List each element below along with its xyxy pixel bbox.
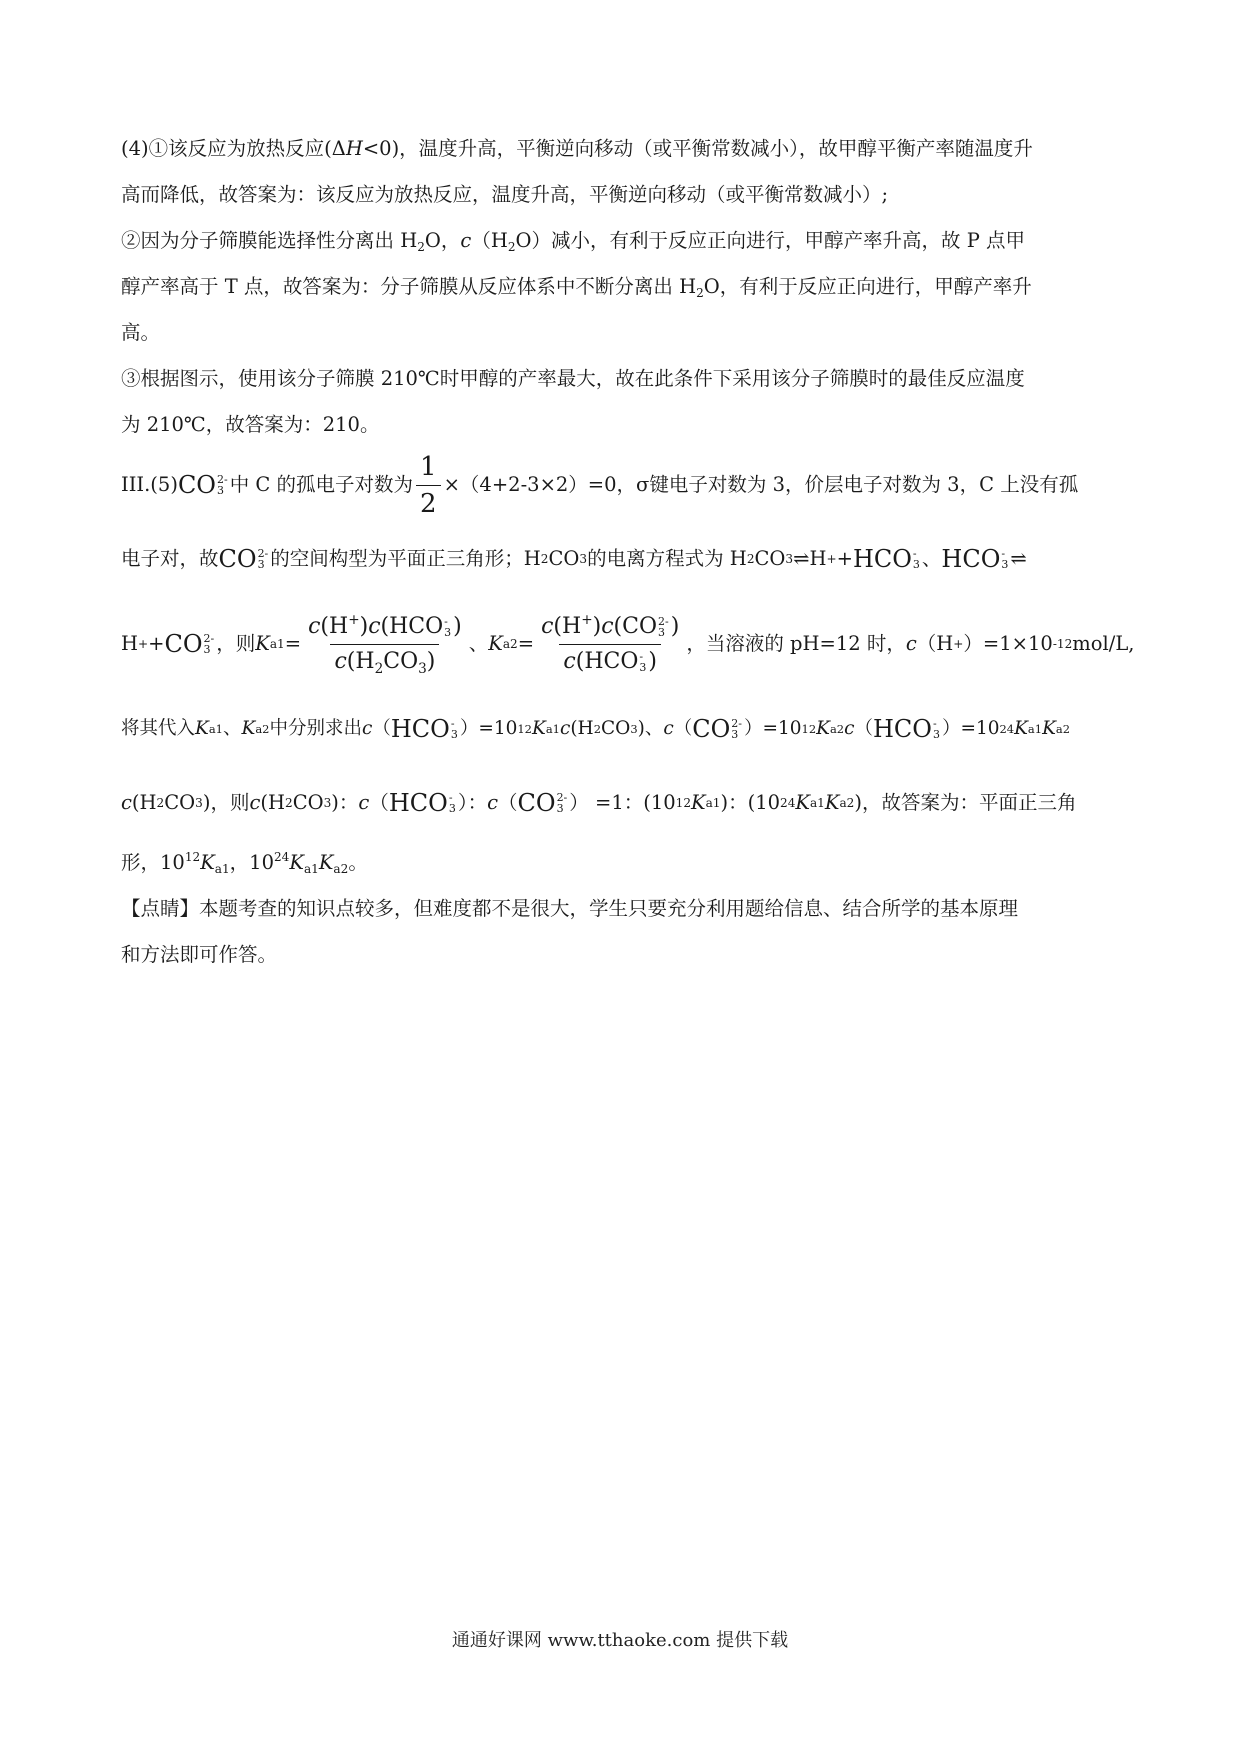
- var: c: [487, 791, 498, 814]
- fraction-ka1: [304, 612, 466, 677]
- text: 电子对，故: [121, 547, 219, 570]
- superscript: -: [1001, 547, 1006, 560]
- text: )：(10: [720, 791, 781, 814]
- text: CO: [292, 791, 324, 814]
- text: )，则: [202, 791, 250, 814]
- text: ×（4+2-3×2）=0，σ键电子对数为 3，价层电子对数为 3，C 上没有孤: [443, 473, 1079, 496]
- subscript: 3: [1001, 558, 1009, 571]
- text: ): [592, 613, 602, 639]
- text: CO: [600, 718, 631, 739]
- paragraph-4-1: [121, 126, 1121, 172]
- subscript: 3: [203, 643, 211, 656]
- text: (H: [553, 613, 582, 639]
- text: mol/L,: [1072, 632, 1135, 655]
- subscript: a2: [333, 862, 349, 877]
- subscript: 3: [216, 484, 224, 497]
- subscript: 3: [932, 728, 940, 741]
- text: （H: [471, 229, 508, 252]
- subscript: 2: [696, 286, 704, 301]
- var: K: [816, 718, 830, 739]
- paragraph-iii-5-line4: 将其代入 K a1 、 K a2 中分别求出 c （ HCO - 3 ）=10 12 K a1 c (H 2 CO 3 )、 c （ CO 2- 3 ）=10 12 K a2 c （ HCO - 3 ）=10 24 K a1 K a2: [121, 692, 1121, 766]
- superscript: -: [450, 717, 455, 730]
- text: (HCO: [380, 613, 444, 639]
- text: (H: [320, 613, 349, 639]
- text: （H: [916, 632, 954, 655]
- text: H: [121, 632, 139, 655]
- var: K: [241, 718, 256, 739]
- text: CO: [383, 648, 419, 674]
- text: 醇产率高于 T 点，故答案为：分子筛膜从反应体系中不断分离出 H: [121, 275, 697, 298]
- subscript: 3: [731, 728, 739, 741]
- superscript: 2-: [216, 473, 228, 486]
- subscript: 3: [912, 558, 920, 571]
- text: ，当溶液的 pH=12 时，: [686, 632, 906, 655]
- paragraph-4-2-end: 高。: [121, 321, 161, 344]
- subscript: 3: [418, 660, 427, 677]
- var: K: [289, 851, 304, 874]
- text: H: [809, 547, 827, 570]
- var: c: [368, 613, 381, 639]
- numerator: 1: [420, 451, 437, 482]
- ion-formula: CO: [164, 630, 203, 658]
- subscript: 3: [444, 625, 452, 639]
- var: c: [563, 648, 576, 674]
- var: K: [691, 791, 706, 814]
- superscript: 2-: [556, 791, 568, 804]
- var: c: [308, 613, 321, 639]
- var: K: [318, 851, 334, 874]
- var: c: [905, 632, 917, 655]
- superscript: 2-: [257, 547, 269, 560]
- ion-charge: [449, 792, 456, 814]
- superscript: 2-: [203, 632, 215, 645]
- var: c: [559, 718, 571, 739]
- var: K: [1014, 718, 1028, 739]
- var: c: [334, 648, 347, 674]
- text: (CO: [613, 613, 657, 639]
- subscript: 3: [556, 802, 564, 815]
- text: （: [673, 718, 693, 739]
- subscript: a1: [214, 862, 230, 877]
- denominator: 2: [416, 485, 441, 520]
- text: ，则: [216, 632, 256, 655]
- text: =: [284, 632, 302, 655]
- var: K: [195, 718, 209, 739]
- text: 的空间构型为平面正三角形；H: [270, 547, 541, 570]
- text: （: [372, 718, 391, 739]
- superscript: -: [932, 717, 937, 730]
- paragraph-iii-5-line2: 电子对，故 CO 2- 3 的空间构型为平面正三角形；H 2 CO 3 的电离方程式为 H 2 CO 3 ⇌ H + + HCO - 3 、 HCO - 3 ⇌: [121, 522, 1121, 596]
- ion-charge: [204, 633, 215, 655]
- text: O）减小，有利于反应正向进行，甲醇产率升高，故 P 点甲: [515, 229, 1026, 252]
- var: H: [345, 137, 363, 160]
- superscript: -: [444, 614, 448, 628]
- text: )、: [637, 718, 664, 739]
- superscript: -: [448, 791, 453, 804]
- ion-charge: [933, 718, 940, 740]
- subscript: 3: [639, 660, 647, 674]
- equilibrium-arrow: ⇌: [793, 547, 810, 570]
- ion-formula: CO: [517, 789, 556, 817]
- ion-formula: CO: [692, 715, 731, 743]
- text: 中分别求出: [269, 718, 362, 739]
- text: 、: [222, 718, 242, 739]
- text: ): [453, 613, 462, 639]
- text: O，有利于反应正向进行，甲醇产率升: [703, 275, 1032, 298]
- paragraph-4-3: ③根据图示，使用该分子筛膜 210℃时甲醇的产率最大，故在此条件下采用该分子筛膜时的最佳反应温度: [121, 367, 1025, 390]
- paragraph-iii-5: [121, 448, 1121, 522]
- text: （: [498, 791, 518, 814]
- subscript: a1: [303, 862, 319, 877]
- var: c: [460, 229, 472, 252]
- text: (H: [131, 791, 157, 814]
- ion-formula: HCO: [872, 715, 932, 743]
- ion-charge: [217, 474, 228, 496]
- var: c: [361, 718, 373, 739]
- text: ）=10: [459, 718, 518, 739]
- ion-charge: [258, 548, 269, 570]
- paragraph-comment-cont: 和方法即可作答。: [121, 943, 278, 966]
- text: ): [670, 613, 680, 639]
- ion-charge: [658, 616, 669, 638]
- ion-formula: HCO: [852, 545, 912, 573]
- paragraph-4-1-cont: 高而降低，故答案为：该反应为放热反应，温度升高，平衡逆向移动（或平衡常数减小）;: [121, 183, 889, 206]
- subscript: 3: [450, 728, 458, 741]
- ion-charge: [913, 548, 920, 570]
- ion-charge: [639, 651, 646, 673]
- text: ，10: [229, 851, 274, 874]
- var: c: [249, 791, 261, 814]
- text: ）：: [457, 791, 488, 814]
- superscript: +: [348, 611, 360, 628]
- var: c: [121, 791, 132, 814]
- text: 、: [921, 547, 942, 570]
- var: c: [663, 718, 674, 739]
- ion-formula: CO: [218, 545, 257, 573]
- subscript: 3: [257, 558, 265, 571]
- text: 将其代入: [121, 718, 196, 739]
- superscript: 24: [274, 850, 290, 865]
- numerator: [537, 612, 683, 644]
- var: K: [488, 632, 503, 655]
- subscript: 3: [658, 625, 665, 639]
- ion-charge: [444, 616, 451, 638]
- text: (HCO: [575, 648, 639, 674]
- text: O，: [424, 229, 461, 252]
- fraction-ka2: [537, 612, 683, 677]
- text: CO: [754, 547, 786, 570]
- text: )，故答案为：平面正三角: [854, 791, 1077, 814]
- paragraph-iii-5-end: [121, 840, 1121, 886]
- var: K: [824, 791, 840, 814]
- text: （: [854, 718, 873, 739]
- var: K: [200, 851, 215, 874]
- superscript: 12: [184, 850, 201, 865]
- text: CO: [548, 547, 580, 570]
- paragraph-comment: 【点睛】本题考查的知识点较多，但难度都不是很大，学生只要充分利用题给信息、结合所学的基本原理: [121, 897, 1019, 920]
- var: K: [795, 791, 810, 814]
- var: c: [358, 791, 370, 814]
- text: 的电离方程式为 H: [587, 547, 747, 570]
- paragraph-iii-5-line5: c (H 2 CO 3 )，则 c (H 2 CO 3 )： c （ HCO - 3 ）： c （ CO 2- 3 ） =1：(10 12 K a1 )：(10 24 K a1 K a2 )，故答案为：平面正三角: [121, 766, 1121, 840]
- paragraph-4-3-cont: 为 210℃，故答案为：210。: [121, 413, 380, 436]
- superscript: 2-: [731, 717, 742, 730]
- paragraph-4-2: [121, 218, 1121, 264]
- text: (4)①该反应为放热反应(Δ: [121, 137, 346, 160]
- text: III.(5): [121, 473, 178, 496]
- var: K: [1042, 718, 1056, 739]
- text: +: [836, 547, 853, 570]
- ion-formula: HCO: [388, 789, 448, 817]
- subscript: 2: [507, 240, 516, 255]
- text: ): [648, 648, 657, 674]
- text: 形，10: [121, 851, 185, 874]
- text: +: [148, 632, 165, 655]
- ion-formula: HCO: [941, 545, 1001, 573]
- text: ） =1：(10: [569, 791, 676, 814]
- text: (H: [346, 648, 375, 674]
- subscript: 2: [374, 660, 384, 677]
- superscript: -: [639, 649, 644, 663]
- var: c: [844, 718, 855, 739]
- text: ②因为分子筛膜能选择性分离出 H: [121, 229, 418, 252]
- fraction-one-half: [416, 451, 441, 520]
- text: ）=10: [743, 718, 802, 739]
- text: 、: [468, 632, 489, 655]
- text: ）=1×10: [963, 632, 1053, 655]
- subscript: 2: [417, 240, 425, 255]
- page-footer: 通通好课网 www.tthaoke.com 提供下载: [451, 1630, 789, 1651]
- text: ): [359, 613, 369, 639]
- text: 。: [348, 851, 368, 874]
- ion-charge: [731, 718, 742, 740]
- superscript: -: [912, 547, 917, 560]
- text: （: [369, 791, 389, 814]
- denominator: [559, 644, 661, 677]
- text: (H: [260, 791, 285, 814]
- paragraph-iii-5-line3: H + + CO 2- 3 ，则 K a1 = c(H+)c(HCO - 3 ) $c(H_2CO_3)$ 、 K a2 = c(H+)c(CO 2- 3 ) c(HCO - 3 ) ，当溶液的 pH=12 时， c （H + ）=1×10 -12 mol/L,: [121, 611, 1135, 677]
- answer-body: [121, 126, 1135, 978]
- ion-formula: CO: [177, 471, 216, 499]
- ion-charge: [1001, 548, 1008, 570]
- subscript: 3: [448, 802, 456, 815]
- var: c: [541, 613, 554, 639]
- text: 中 C 的孤电子对数为: [229, 473, 414, 496]
- text: ）=10: [941, 718, 1000, 739]
- text: )：: [331, 791, 359, 814]
- ion-formula: HCO: [390, 715, 450, 743]
- text: =: [517, 632, 535, 655]
- var: c: [601, 613, 614, 639]
- text: CO: [164, 791, 196, 814]
- text: <0)，温度升高，平衡逆向移动（或平衡常数减小），故甲醇平衡产率随温度升: [362, 137, 1033, 160]
- paragraph-4-2-cont: [121, 264, 1121, 310]
- superscript: +: [581, 611, 593, 628]
- ion-charge: [451, 718, 458, 740]
- ion-charge: [557, 792, 568, 814]
- denominator: [330, 644, 439, 677]
- text: (H: [570, 718, 594, 739]
- var: K: [531, 718, 546, 739]
- superscript: 2-: [658, 614, 669, 628]
- equilibrium-arrow: ⇌: [1010, 547, 1027, 570]
- text: ): [426, 648, 436, 674]
- numerator: [304, 612, 466, 644]
- var: K: [255, 632, 270, 655]
